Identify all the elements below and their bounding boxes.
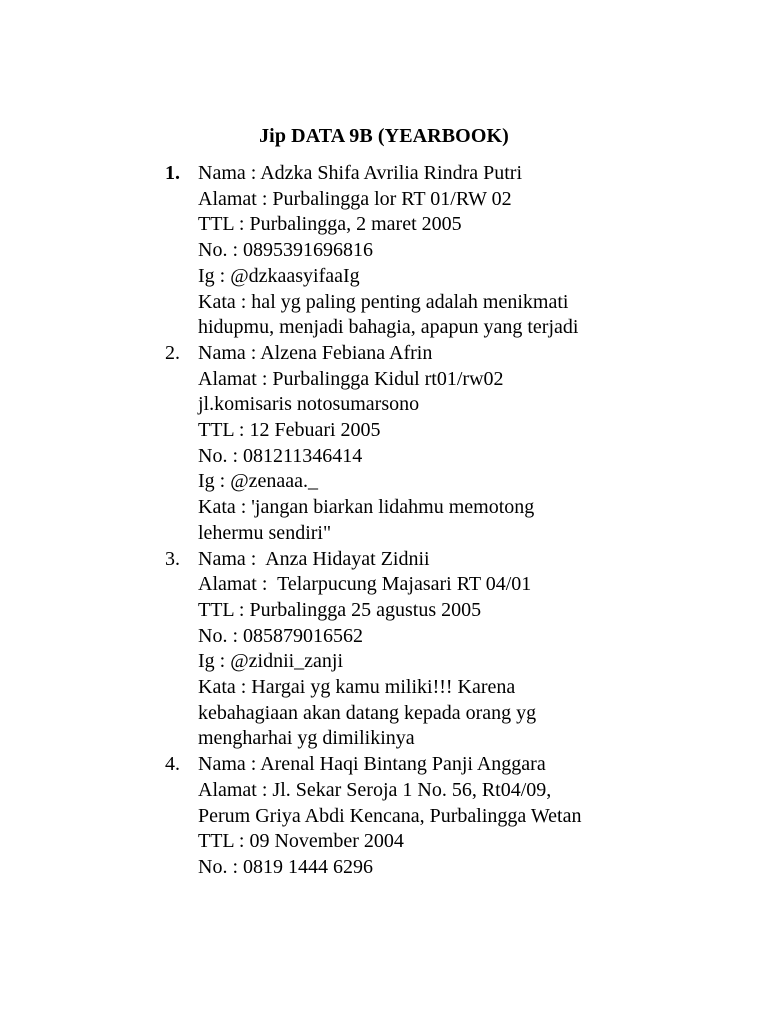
entry-instagram-line: Ig : @zidnii_zanji	[198, 650, 344, 673]
entry-phone-line: No. : 0819 1444 6296	[198, 855, 373, 878]
entry-quote-continuation: kebahagiaan akan datang kepada orang yg	[198, 701, 537, 724]
entry-list	[0, 161, 768, 881]
entry-name-line: Nama : Adzka Shifa Avrilia Rindra Putri	[198, 162, 523, 184]
entry-address-line: Alamat : Purbalingga Kidul rt01/rw02	[198, 367, 504, 390]
entry-quote-continuation: lehermu sendiri"	[198, 521, 332, 544]
entry-address-continuation: jl.komisaris notosumarsono	[198, 393, 420, 416]
entry-4	[0, 752, 768, 881]
entry-phone-line: No. : 0895391696816	[198, 239, 373, 262]
entry-body	[198, 341, 638, 547]
entry-quote-continuation: mengharhai yg dimilikinya	[198, 727, 415, 750]
entry-instagram-line: Ig : @dzkaasyifaaIg	[198, 264, 360, 287]
entry-2	[0, 341, 768, 547]
entry-number: 2.	[165, 341, 180, 364]
document-title: Jip DATA 9B (YEARBOOK)	[259, 125, 509, 147]
entry-body	[198, 752, 638, 881]
entry-name-line: Nama : Alzena Febiana Afrin	[198, 341, 433, 364]
entry-body	[198, 161, 638, 341]
entry-birth-line: TTL : 12 Febuari 2005	[198, 419, 381, 442]
entry-quote-continuation: hidupmu, menjadi bahagia, apapun yang terjadi	[198, 316, 579, 339]
entry-1	[0, 161, 768, 341]
entry-address-continuation: Perum Griya Abdi Kencana, Purbalingga Wetan	[198, 804, 582, 827]
entry-name-line: Nama : Anza Hidayat Zidnii	[198, 547, 430, 570]
entry-phone-line: No. : 085879016562	[198, 624, 363, 647]
entry-body	[198, 547, 638, 753]
entry-number: 3.	[165, 547, 180, 570]
entry-address-line: Alamat : Jl. Sekar Seroja 1 No. 56, Rt04/09,	[198, 778, 552, 801]
entry-quote-line: Kata : hal yg paling penting adalah menikmati	[198, 290, 569, 313]
entry-3	[0, 547, 768, 753]
entry-phone-line: No. : 081211346414	[198, 444, 363, 467]
entry-quote-line: Kata : 'jangan biarkan lidahmu memotong	[198, 496, 535, 519]
entry-number: 4.	[165, 753, 180, 776]
entry-birth-line: TTL : Purbalingga 25 agustus 2005	[198, 598, 482, 621]
entry-number: 1.	[165, 162, 180, 184]
entry-instagram-line: Ig : @zenaaa._	[198, 470, 319, 493]
entry-birth-line: TTL : 09 November 2004	[198, 830, 404, 853]
entry-quote-line: Kata : Hargai yg kamu miliki!!! Karena	[198, 676, 516, 699]
entry-name-line: Nama : Arenal Haqi Bintang Panji Anggara	[198, 753, 546, 776]
entry-address-line: Alamat : Purbalingga lor RT 01/RW 02	[198, 187, 512, 210]
entry-birth-line: TTL : Purbalingga, 2 maret 2005	[198, 213, 462, 236]
entry-address-line: Alamat : Telarpucung Majasari RT 04/01	[198, 573, 532, 596]
